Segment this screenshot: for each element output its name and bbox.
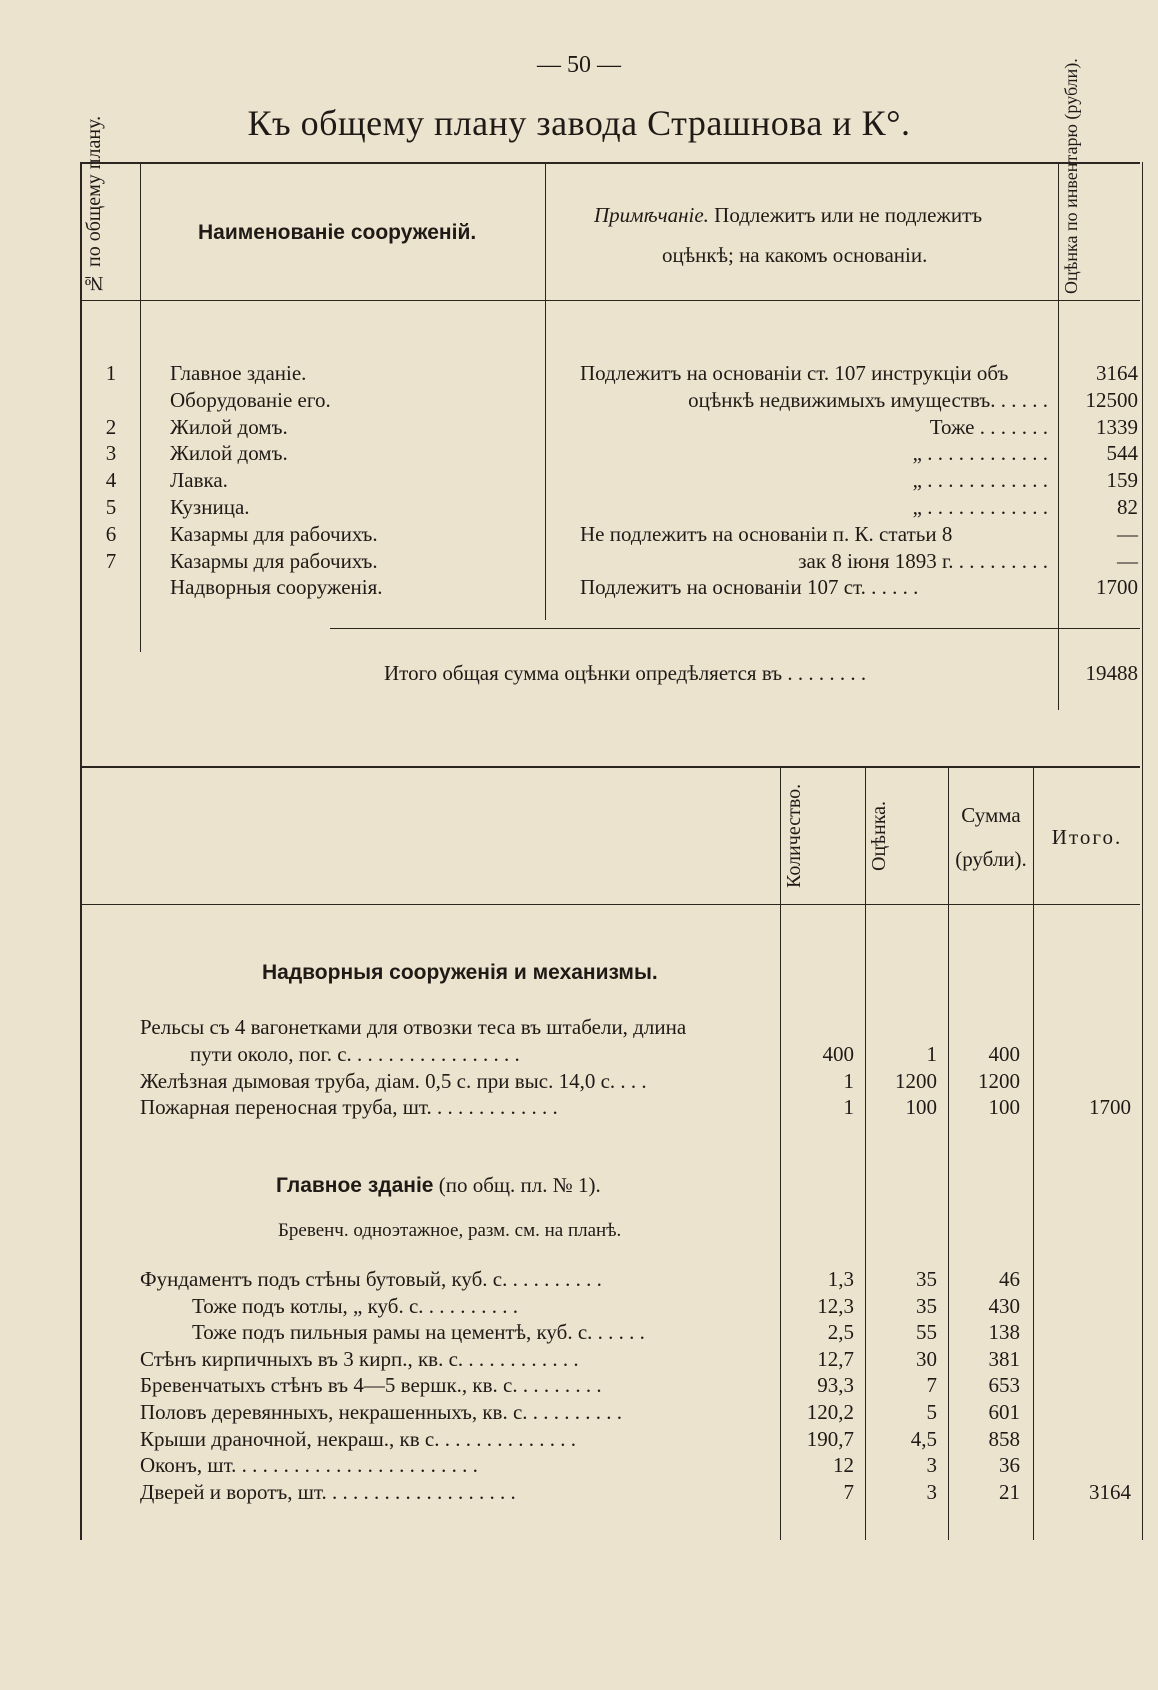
item-sum: 100 — [988, 1095, 1020, 1120]
top-header-divider — [80, 300, 1140, 301]
row-value: 1339 — [1096, 414, 1138, 439]
row-name: Казармы для рабочихъ. — [170, 521, 378, 546]
item-rate: 35 — [916, 1267, 937, 1291]
item-text: Крыши драночной, некраш., кв с. . . . . . . . . . . . . . — [140, 1426, 576, 1451]
row-note: Тоже . . . . . . . — [929, 414, 1048, 439]
col-divider-name — [545, 162, 546, 620]
row-name: Главное зданіе. — [170, 361, 307, 385]
top-total-value: 19488 — [1085, 661, 1138, 685]
row-name: Жилой домъ. — [170, 441, 288, 466]
item-qty: 93,3 — [817, 1373, 854, 1398]
row-value: 3164 — [1096, 361, 1138, 385]
row-name: Надворныя сооруженія. — [170, 575, 383, 600]
row-number: 1 — [105, 361, 117, 385]
col-divider-num — [140, 162, 141, 652]
row-note: Подлежитъ на основаніи ст. 107 инструкціи объ — [580, 361, 1009, 385]
row-value: 544 — [1106, 441, 1138, 466]
col-divider-rate — [865, 766, 866, 1540]
item-sum: 1200 — [978, 1068, 1020, 1093]
row-note: Не подлежитъ на основаніи п. К. статьи 8 — [580, 521, 953, 546]
item-rate: 30 — [916, 1346, 937, 1371]
item-sum: 601 — [988, 1400, 1020, 1424]
header-quantity: Количество. — [783, 783, 805, 889]
row-value: 12500 — [1085, 387, 1138, 412]
item-qty: 190,7 — [806, 1426, 854, 1451]
header-sum-line2: (рубли). — [955, 847, 1027, 871]
col-divider-total — [1033, 766, 1034, 1540]
header-rate: Оцѣнка. — [868, 801, 890, 871]
item-qty: 7 — [843, 1479, 854, 1504]
item-sum: 381 — [988, 1346, 1020, 1371]
header-note-line2: оцѣнкѣ; на какомъ основаніи. — [662, 243, 928, 267]
item-sum: 36 — [999, 1453, 1020, 1478]
header-total: Итого. — [1051, 825, 1123, 849]
item-qty: 120,2 — [806, 1400, 854, 1424]
item-rate: 5 — [926, 1400, 937, 1424]
item-text: Пожарная переносная труба, шт. . . . . . . . . . . . . — [140, 1095, 558, 1120]
item-qty: 2,5 — [827, 1320, 854, 1345]
item-sum: 400 — [988, 1041, 1020, 1066]
row-name: Казармы для рабочихъ. — [170, 548, 378, 573]
row-name: Кузница. — [170, 495, 250, 519]
row-note: зак 8 іюня 1893 г. . . . . . . . . . — [798, 548, 1048, 573]
header-name: Наименованіе сооруженій. — [198, 221, 477, 244]
item-text: пути около, пог. с. . . . . . . . . . . . . . . . . — [190, 1041, 520, 1066]
row-number: 3 — [105, 441, 117, 466]
row-number: 6 — [105, 521, 117, 546]
item-rate: 1200 — [895, 1068, 937, 1093]
page-number: — 50 — — [537, 52, 621, 78]
row-value: 1700 — [1096, 575, 1138, 600]
item-total: 3164 — [1089, 1479, 1131, 1504]
header-number: № по общему плану. — [83, 115, 105, 294]
item-sum: 430 — [988, 1293, 1020, 1318]
item-rate: 100 — [905, 1095, 937, 1120]
section2-heading-rest: (по общ. пл. № 1). — [438, 1173, 601, 1197]
item-qty: 12,7 — [817, 1346, 854, 1371]
item-sum: 21 — [999, 1479, 1020, 1504]
item-text: Фундаментъ подъ стѣны бутовый, куб. с. . . . . . . . . . — [140, 1267, 602, 1291]
item-qty: 1,3 — [827, 1267, 854, 1291]
page-title: Къ общему плану завода Страшнова и К°. — [247, 103, 911, 143]
col-divider-sum — [948, 766, 949, 1540]
item-text: Стѣнъ кирпичныхъ въ 3 кирп., кв. с. . . . . . . . . . . . — [140, 1346, 579, 1371]
row-value: — — [1117, 548, 1138, 573]
bottom-table-border — [80, 766, 1140, 768]
item-text: Половъ деревянныхъ, некрашенныхъ, кв. с. . . . . . . . . . — [140, 1400, 623, 1424]
item-text: Тоже подъ котлы, „ куб. с. . . . . . . . . . — [192, 1293, 519, 1318]
item-qty: 12 — [833, 1453, 854, 1478]
item-rate: 4,5 — [910, 1426, 937, 1451]
row-name: Жилой домъ. — [170, 414, 288, 439]
item-total: 1700 — [1089, 1095, 1131, 1120]
col-divider-qty — [780, 766, 781, 1540]
row-value: — — [1117, 521, 1138, 546]
row-value: 82 — [1117, 495, 1138, 519]
item-text: Желѣзная дымовая труба, діам. 0,5 с. при выс. 14,0 с. . . . — [140, 1068, 647, 1093]
item-sum: 653 — [988, 1373, 1020, 1398]
item-qty: 12,3 — [817, 1293, 854, 1318]
row-number: 5 — [105, 495, 117, 519]
row-note: оцѣнкѣ недвижимыхъ имуществъ. . . . . . — [688, 387, 1048, 412]
item-rate: 1 — [926, 1041, 937, 1066]
row-note: „ . . . . . . . . . . . . — [912, 495, 1048, 519]
row-number: 4 — [105, 468, 117, 493]
row-note: „ . . . . . . . . . . . . — [912, 441, 1048, 466]
section2-heading-bold: Главное зданіе — [276, 1174, 434, 1197]
row-number: 2 — [105, 414, 117, 439]
header-value: Оцѣнка по инвентарю (рубли). — [1061, 58, 1081, 294]
item-qty: 400 — [822, 1041, 854, 1066]
item-text: Оконъ, шт. . . . . . . . . . . . . . . . . . . . . . . . — [140, 1453, 478, 1478]
top-total-label: Итого общая сумма оцѣнки опредѣляется въ . . . . . . . . — [384, 661, 867, 685]
item-sum: 858 — [988, 1426, 1020, 1451]
total-row-divider — [330, 628, 1140, 629]
item-sum: 46 — [999, 1267, 1020, 1291]
item-qty: 1 — [843, 1068, 854, 1093]
header-note-italic: Примѣчаніе. — [594, 203, 709, 227]
item-qty: 1 — [843, 1095, 854, 1120]
row-number: 7 — [105, 548, 117, 573]
section2-heading — [276, 1172, 601, 1199]
item-text: Бревенчатыхъ стѣнъ въ 4—5 вершк., кв. с. . . . . . . . . — [140, 1373, 602, 1398]
header-sum-line1: Сумма — [961, 803, 1021, 827]
row-value: 159 — [1106, 468, 1138, 493]
row-name: Оборудованіе его. — [170, 387, 331, 412]
item-text: Дверей и воротъ, шт. . . . . . . . . . . . . . . . . . . — [140, 1479, 516, 1504]
item-rate: 3 — [926, 1453, 937, 1478]
bottom-header-divider — [80, 904, 1140, 905]
item-rate: 55 — [916, 1320, 937, 1345]
item-text: Тоже подъ пильныя рамы на цементѣ, куб. с. . . . . . — [192, 1320, 645, 1345]
item-text: Рельсы съ 4 вагонетками для отвозки теса въ штабели, длина — [140, 1015, 687, 1039]
header-note — [594, 202, 982, 228]
item-rate: 3 — [926, 1479, 937, 1504]
item-sum: 138 — [988, 1320, 1020, 1345]
section2-subheading: Бревенч. одноэтажное, разм. см. на планѣ. — [278, 1220, 622, 1241]
row-note: Подлежитъ на основаніи 107 ст. . . . . . — [580, 575, 919, 600]
section1-heading: Надворныя сооруженія и механизмы. — [262, 961, 658, 984]
item-rate: 35 — [916, 1293, 937, 1318]
row-note: „ . . . . . . . . . . . . — [912, 468, 1048, 493]
header-note-rest: Подлежитъ или не подлежитъ — [714, 203, 983, 227]
item-rate: 7 — [926, 1373, 937, 1398]
top-table-border — [80, 162, 1140, 164]
row-name: Лавка. — [170, 468, 228, 493]
